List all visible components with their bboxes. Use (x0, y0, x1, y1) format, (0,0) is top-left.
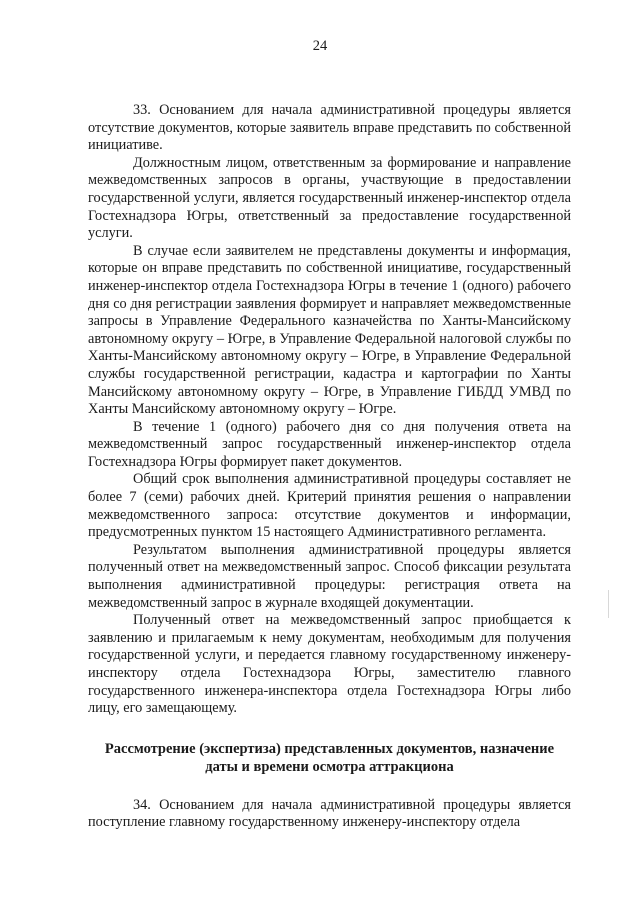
paragraph-procedure-term: Общий срок выполнения административной процедуры составляет не более 7 (семи) рабочих дней. Критерий принятия решения о направлении межведомственного запроса: отсутствие документов и информации, предусмотренных пунктом 15 настоящего Административного регламента. (88, 471, 571, 541)
document-body (88, 102, 571, 832)
paragraph-procedure-result: Результатом выполнения административной процедуры является полученный ответ на межведомственный запрос. Способ фиксации результата выполнения административной процедуры: регистрация ответа на межведомственный запрос в журнале входящей документации. (88, 541, 571, 611)
paragraph-responsible-official: Должностным лицом, ответственным за формирование и направление межведомственных запросов в органы, участвующие в предоставлении государственной услуги, является государственный инженер-инспектор отдела Гостехнадзора Югры, ответственный за предоставление государственной услуги. (88, 154, 571, 242)
scan-margin-mark (608, 590, 609, 618)
section-heading: Рассмотрение (экспертиза) представленных документов, назначение даты и времени осмотра аттракциона (104, 740, 555, 775)
paragraph-34-intro: 34. Основанием для начала административной процедуры является поступление главному государственному инженеру-инспектору отдела (88, 796, 571, 831)
paragraph-interagency-requests: В случае если заявителем не представлены документы и информация, которые он вправе представить по собственной инициативе, государственный инженер-инспектор отдела Гостехнадзора Югры в течение 1 (одного) рабочего дня со дня регистрации заявления формирует и направляет межведомственные запросы в Управление Федерального казначейства по Ханты-Мансийскому автономному округу – Югре, в Управление Федеральной налоговой службы по Ханты-Мансийскому автономному округу – Югре, в Управление Федеральной службы государственной регистрации, кадастра и картографии по Ханты Мансийскому автономному округу – Югре, в Управление ГИБДД УМВД по Ханты Мансийскому автономному округу – Югре. (88, 242, 571, 418)
paragraph-33-intro: 33. Основанием для начала административной процедуры является отсутствие документов, которые заявитель вправе представить по собственной инициативе. (88, 102, 571, 154)
paragraph-document-package: В течение 1 (одного) рабочего дня со дня получения ответа на межведомственный запрос государственный инженер-инспектор отдела Гостехнадзора Югры формирует пакет документов. (88, 418, 571, 470)
page-number: 24 (312, 38, 328, 54)
paragraph-response-attachment: Полученный ответ на межведомственный запрос приобщается к заявлению и прилагаемым к нему документам, необходимым для получения государственной услуги, и передается главному государственному инженеру-инспектору отдела Гостехнадзора Югры, заместителю главного государственного инженера-инспектора отдела Гостехнадзора Югры либо лицу, его замещающему. (88, 612, 571, 717)
